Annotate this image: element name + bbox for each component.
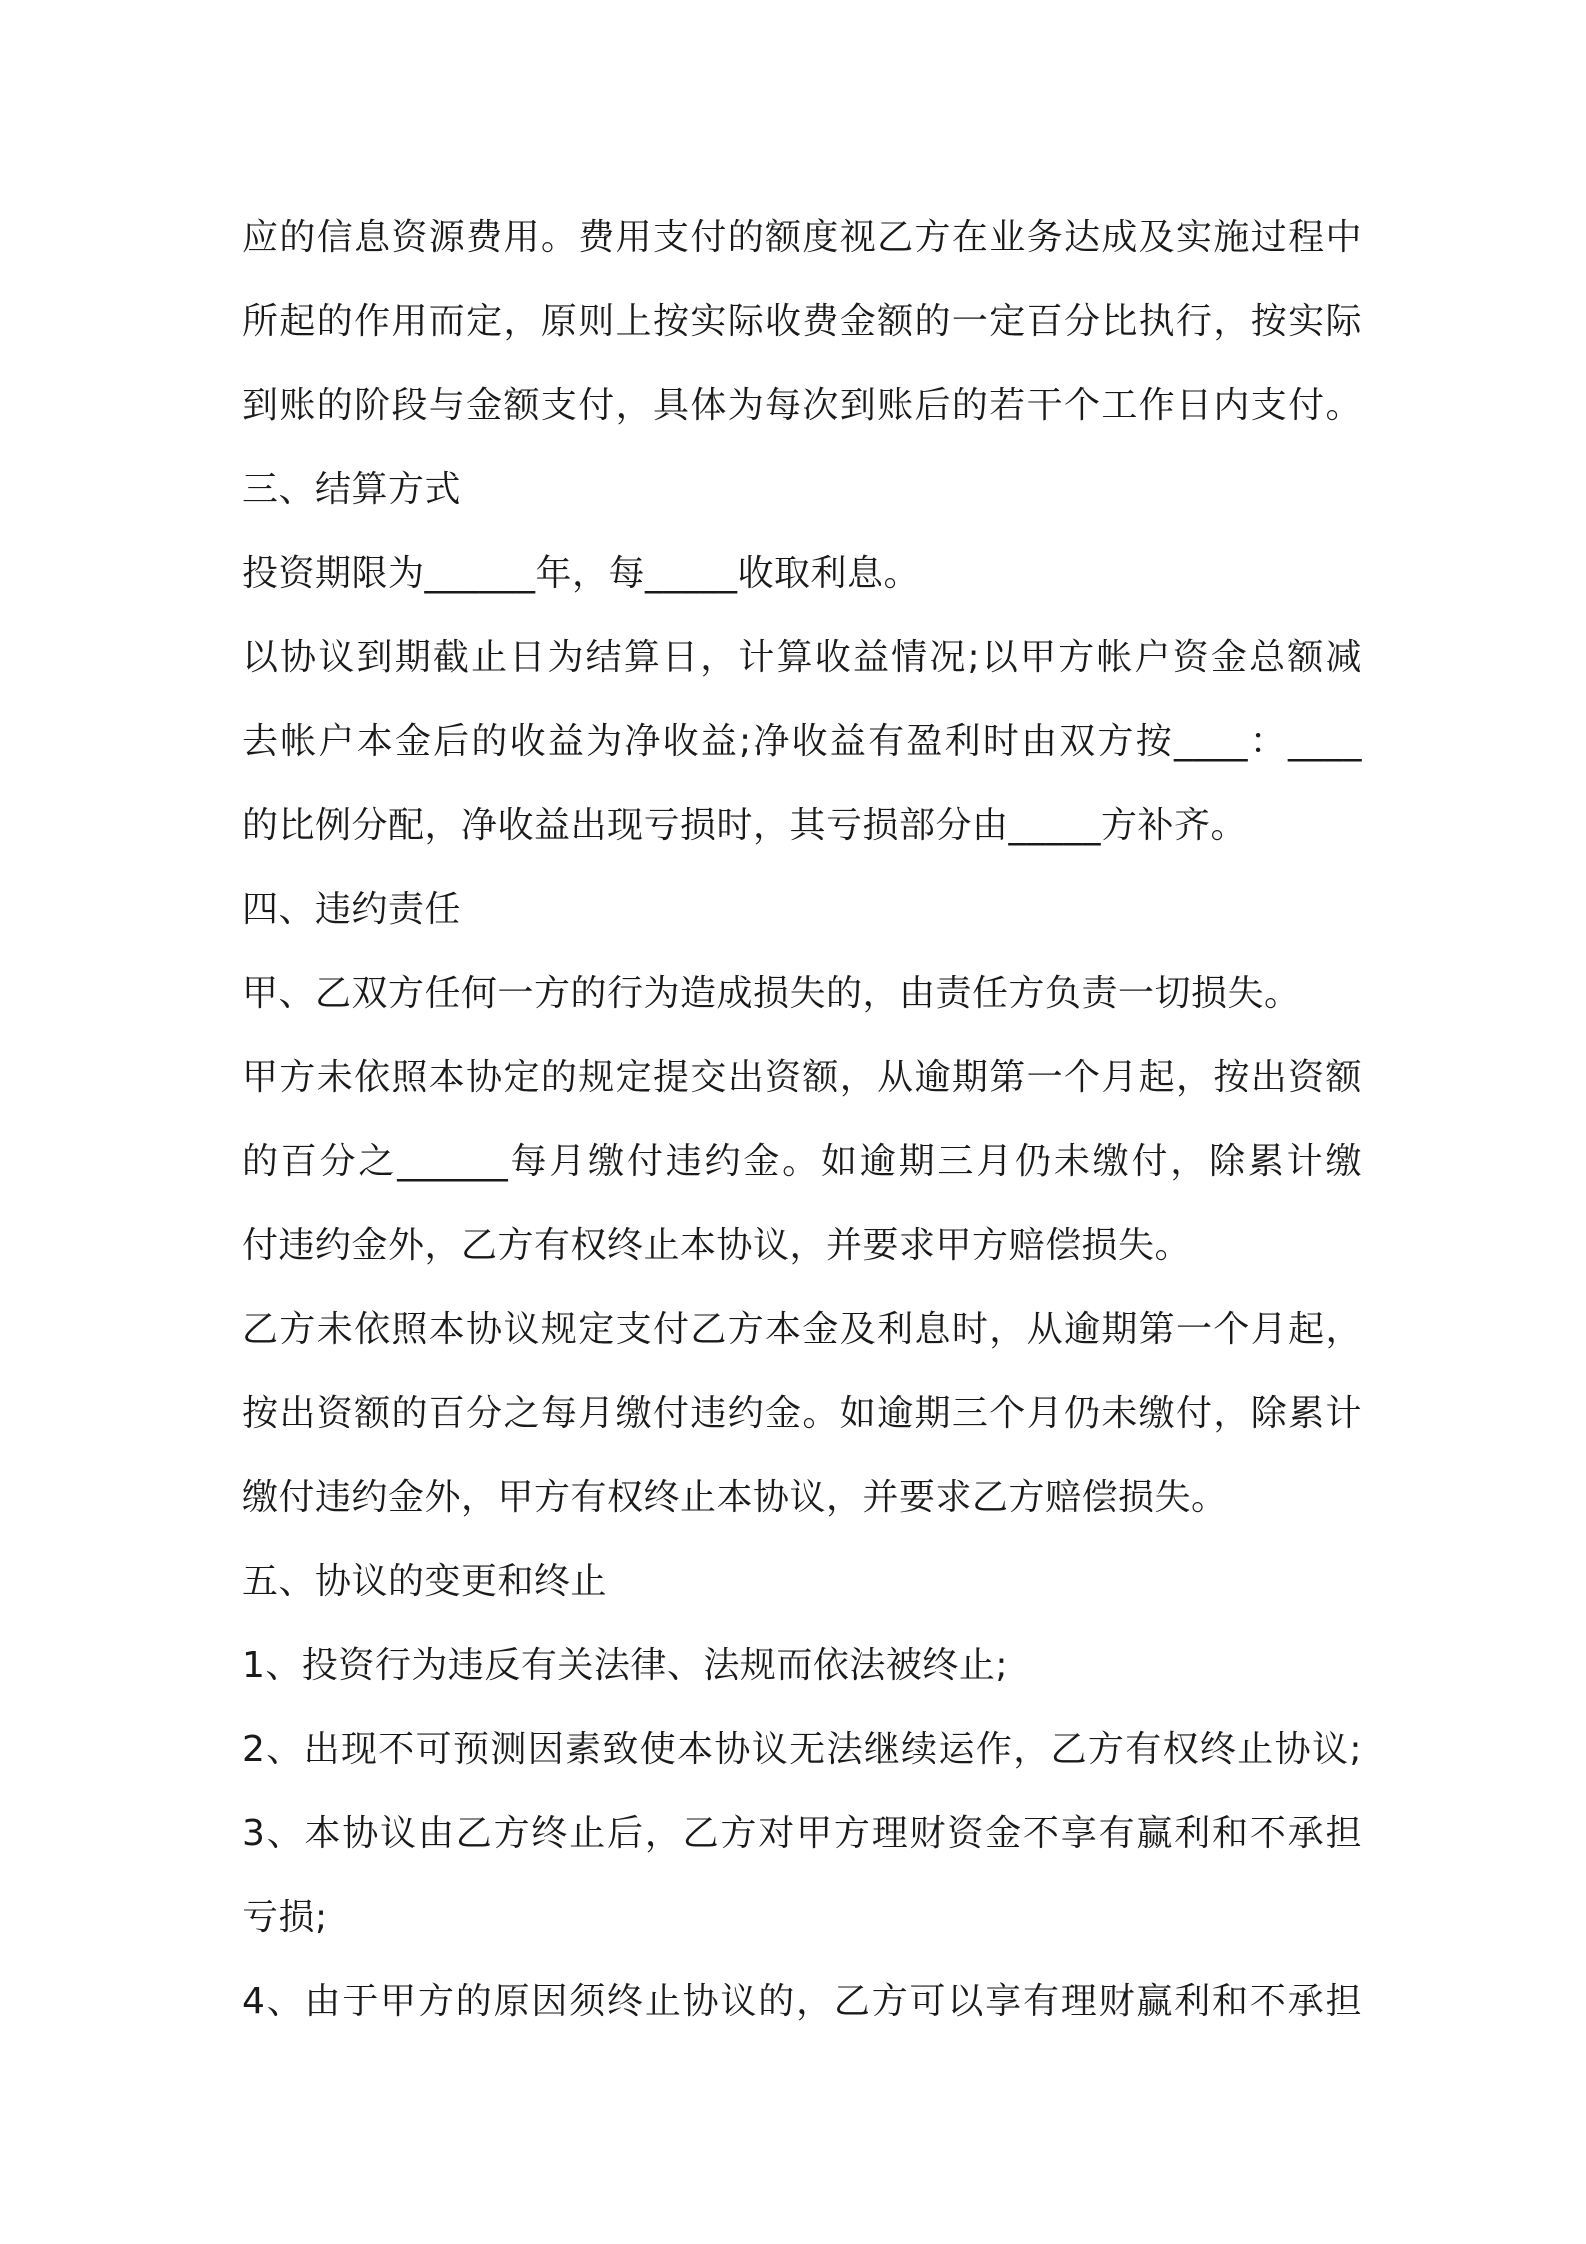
text-line: 甲、乙双方任何一方的行为造成损失的，由责任方负责一切损失。: [242, 973, 1301, 1014]
text-line: 到账的阶段与金额支付，具体为每次到账后的若干个工作日内支付。: [242, 385, 1362, 426]
text-line: 应的信息资源费用。费用支付的额度视乙方在业务达成及实施过程中: [242, 217, 1362, 258]
text-line: 付违约金外，乙方有权终止本协议，并要求甲方赔偿损失。: [242, 1225, 1192, 1266]
section-heading: 五、协议的变更和终止: [242, 1561, 608, 1602]
list-item: 4、由于甲方的原因须终止协议的，乙方可以享有理财赢利和不承担: [242, 1981, 1362, 2022]
text-line: 乙方未依照本协议规定支付乙方本金及利息时，从逾期第一个月起，: [242, 1309, 1362, 1350]
section-heading: 三、结算方式: [242, 469, 462, 510]
text-line: 的百分之______每月缴付违约金。如逾期三月仍未缴付，除累计缴: [242, 1141, 1362, 1182]
list-item: 3、本协议由乙方终止后，乙方对甲方理财资金不享有赢利和不承担: [242, 1813, 1362, 1854]
text-line: 所起的作用而定，原则上按实际收费金额的一定百分比执行，按实际: [242, 301, 1362, 342]
list-item: 2、出现不可预测因素致使本协议无法继续运作，乙方有权终止协议;: [242, 1729, 1362, 1770]
text-line: 亏损;: [242, 1897, 328, 1938]
text-line: 甲方未依照本协定的规定提交出资额，从逾期第一个月起，按出资额: [242, 1057, 1362, 1098]
list-item: 1、投资行为违反有关法律、法规而依法被终止;: [242, 1645, 1009, 1686]
document-body: [242, 196, 1362, 2044]
text-line: 的比例分配，净收益出现亏损时，其亏损部分由_____方补齐。: [242, 805, 1248, 846]
section-heading: 四、违约责任: [242, 889, 462, 930]
text-line: 缴付违约金外，甲方有权终止本协议，并要求乙方赔偿损失。: [242, 1477, 1228, 1518]
text-line: 按出资额的百分之每月缴付违约金。如逾期三个月仍未缴付，除累计: [242, 1393, 1362, 1434]
text-line: 以协议到期截止日为结算日，计算收益情况;以甲方帐户资金总额减: [242, 637, 1362, 678]
text-line: 去帐户本金后的收益为净收益;净收益有盈利时由双方按____：____: [242, 721, 1362, 762]
text-line: 投资期限为______年，每_____收取利息。: [242, 553, 921, 594]
